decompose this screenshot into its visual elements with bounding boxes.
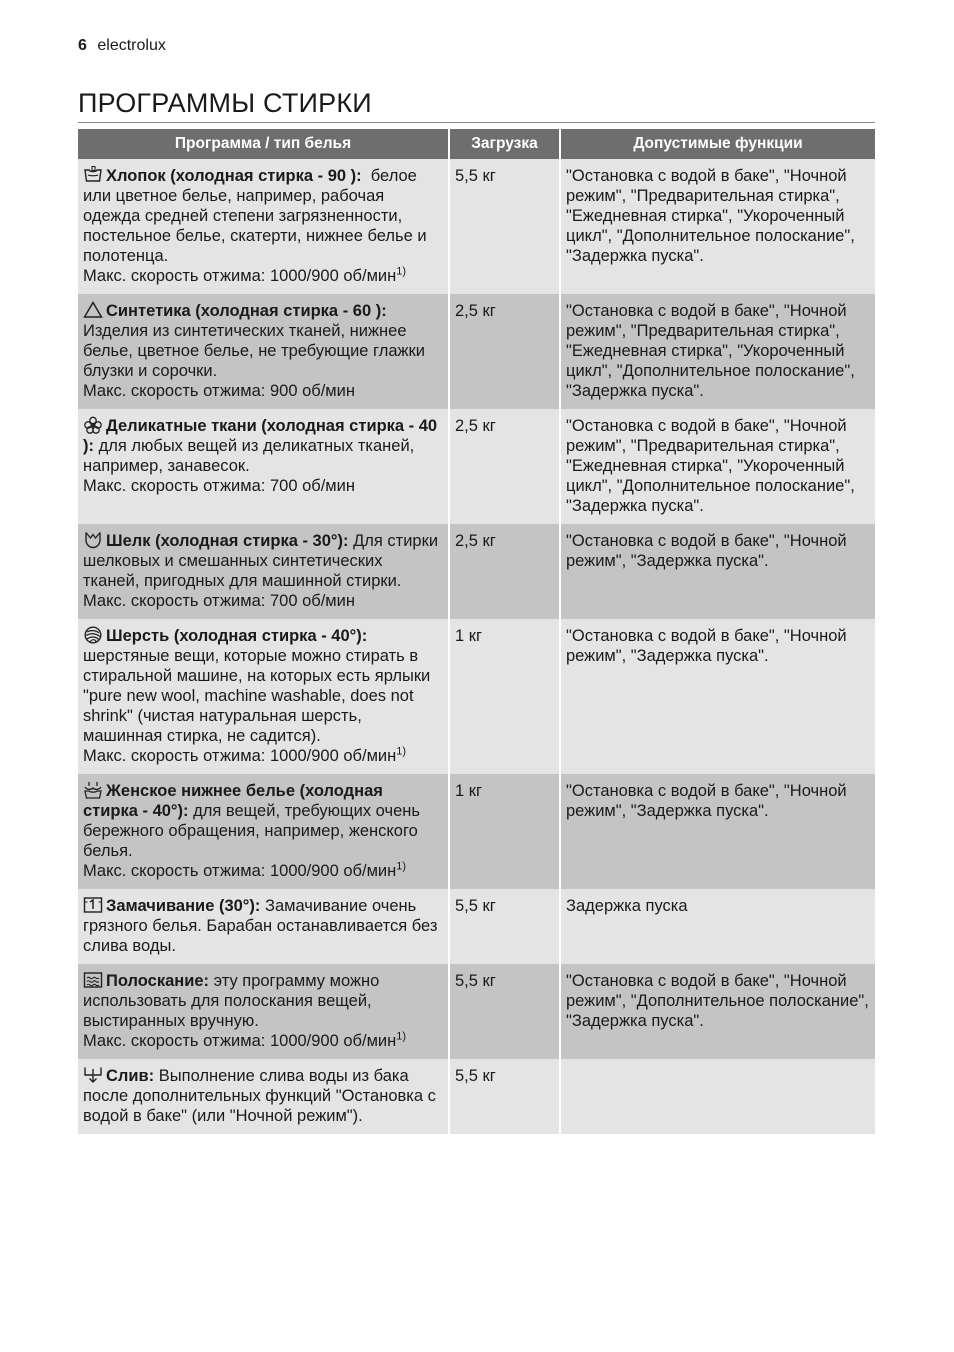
program-name: Хлопок (холодная стирка - 90 ): xyxy=(106,167,362,185)
load-cell: 5,5 кг xyxy=(449,889,560,964)
program-description: для любых вещей из деликатных тканей, например, занавесок. xyxy=(83,437,415,475)
title-divider xyxy=(78,122,875,123)
header-load: Загрузка xyxy=(449,129,560,159)
functions-cell xyxy=(560,1059,875,1134)
synthetics-icon xyxy=(83,301,103,319)
brand-name: electrolux xyxy=(97,37,166,54)
page-header xyxy=(78,37,166,55)
functions-cell: "Остановка с водой в баке", "Ночной режим", "Предварительная стирка", "Ежедневная стирка", "Укороченный цикл", "Дополнительное полоскание", "Задержка пуска". xyxy=(560,294,875,409)
load-cell: 5,5 кг xyxy=(449,159,560,294)
table-row xyxy=(78,889,875,964)
programs-table xyxy=(78,129,875,1134)
program-cell xyxy=(78,774,449,889)
functions-cell: "Остановка с водой в баке", "Ночной режим", "Задержка пуска". xyxy=(560,774,875,889)
load-cell: 2,5 кг xyxy=(449,409,560,524)
table-row xyxy=(78,409,875,524)
table-row xyxy=(78,294,875,409)
program-description: Для стирки шелковых и смешанных синтетических тканей, пригодных для машинной стирки. xyxy=(83,532,439,590)
spin-speed: Макс. скорость отжима: 1000/900 об/мин xyxy=(83,267,397,285)
program-cell xyxy=(78,159,449,294)
page-title: ПРОГРАММЫ СТИРКИ xyxy=(78,88,372,118)
program-cell xyxy=(78,409,449,524)
functions-cell: "Остановка с водой в баке", "Ночной режим", "Дополнительное полоскание", "Задержка пуска". xyxy=(560,964,875,1059)
functions-cell: "Остановка с водой в баке", "Ночной режим", "Задержка пуска". xyxy=(560,524,875,619)
program-name: Женское нижнее белье (холодная стирка - 40°): xyxy=(83,782,383,820)
program-description: эту программу можно использовать для полоскания вещей, выстиранных вручную. xyxy=(83,972,380,1030)
header-functions: Допустимые функции xyxy=(560,129,875,159)
silk-icon xyxy=(83,531,103,549)
table-row xyxy=(78,524,875,619)
lingerie-icon xyxy=(83,781,103,799)
program-description: для вещей, требующих очень бережного обращения, например, женского белья. xyxy=(83,802,420,860)
program-name: Полоскание: xyxy=(106,972,210,990)
functions-cell: "Остановка с водой в баке", "Ночной режим", "Предварительная стирка", "Ежедневная стирка", "Укороченный цикл", "Дополнительное полоскание", "Задержка пуска". xyxy=(560,409,875,524)
load-cell: 1 кг xyxy=(449,774,560,889)
rinse-icon xyxy=(83,971,103,989)
program-description: Выполнение слива воды из бака после дополнительных функций "Остановка с водой в баке" (или "Ночной режим"). xyxy=(83,1067,436,1125)
load-cell: 5,5 кг xyxy=(449,964,560,1059)
program-name: Шерсть (холодная стирка - 40°): xyxy=(106,627,368,645)
spin-speed: Макс. скорость отжима: 1000/900 об/мин xyxy=(83,1032,397,1050)
spin-speed: Макс. скорость отжима: 700 об/мин xyxy=(83,477,355,495)
table-row xyxy=(78,159,875,294)
functions-cell: "Остановка с водой в баке", "Ночной режим", "Предварительная стирка", "Ежедневная стирка", "Укороченный цикл", "Дополнительное полоскание", "Задержка пуска". xyxy=(560,159,875,294)
spin-speed: Макс. скорость отжима: 1000/900 об/мин xyxy=(83,747,397,765)
load-cell: 2,5 кг xyxy=(449,524,560,619)
load-cell: 1 кг xyxy=(449,619,560,774)
load-cell: 2,5 кг xyxy=(449,294,560,409)
program-name: Деликатные ткани (холодная стирка - 40 ): xyxy=(83,417,438,455)
delicates-icon xyxy=(83,416,103,434)
spin-speed: Макс. скорость отжима: 900 об/мин xyxy=(83,382,355,400)
program-name: Слив: xyxy=(106,1067,155,1085)
footnote-mark: 1) xyxy=(396,745,407,758)
table-row xyxy=(78,774,875,889)
cotton-icon xyxy=(83,166,103,184)
soak-icon xyxy=(83,896,103,914)
footnote-mark: 1) xyxy=(396,265,407,278)
functions-cell: Задержка пуска xyxy=(560,889,875,964)
program-cell xyxy=(78,889,449,964)
spin-speed: Макс. скорость отжима: 1000/900 об/мин xyxy=(83,862,397,880)
program-cell xyxy=(78,294,449,409)
program-name: Шелк (холодная стирка - 30°): xyxy=(106,532,349,550)
wool-icon xyxy=(83,626,103,644)
load-cell: 5,5 кг xyxy=(449,1059,560,1134)
program-cell xyxy=(78,1059,449,1134)
table-row xyxy=(78,964,875,1059)
header-program: Программа / тип белья xyxy=(78,129,449,159)
program-name: Замачивание (30°): xyxy=(106,897,261,915)
spin-speed: Макс. скорость отжима: 700 об/мин xyxy=(83,592,355,610)
program-description: Изделия из синтетических тканей, нижнее белье, цветное белье, не требующие глажки блузки и сорочки. xyxy=(83,322,425,380)
functions-cell: "Остановка с водой в баке", "Ночной режим", "Задержка пуска". xyxy=(560,619,875,774)
footnote-mark: 1) xyxy=(396,1030,407,1043)
program-cell xyxy=(78,964,449,1059)
footnote-mark: 1) xyxy=(396,860,407,873)
program-description: Замачивание очень грязного белья. Барабан останавливается без слива воды. xyxy=(83,897,438,955)
program-description: шерстяные вещи, которые можно стирать в стиральной машине, на которых есть ярлыки "pure new wool, machine washable, does not shrink" (чистая натуральная шерсть, машинная стирка, не садится). xyxy=(83,647,431,745)
program-description: белое или цветное белье, например, рабочая одежда средней степени загрязненности, постельное белье, скатерти, нижнее белье и полотенца. xyxy=(83,167,427,265)
table-row xyxy=(78,1059,875,1134)
table-row xyxy=(78,619,875,774)
program-name: Синтетика (холодная стирка - 60 ): xyxy=(106,302,387,320)
drain-icon xyxy=(83,1066,103,1084)
table-header-row xyxy=(78,129,875,159)
page-number: 6 xyxy=(78,37,87,54)
program-cell xyxy=(78,524,449,619)
program-cell xyxy=(78,619,449,774)
